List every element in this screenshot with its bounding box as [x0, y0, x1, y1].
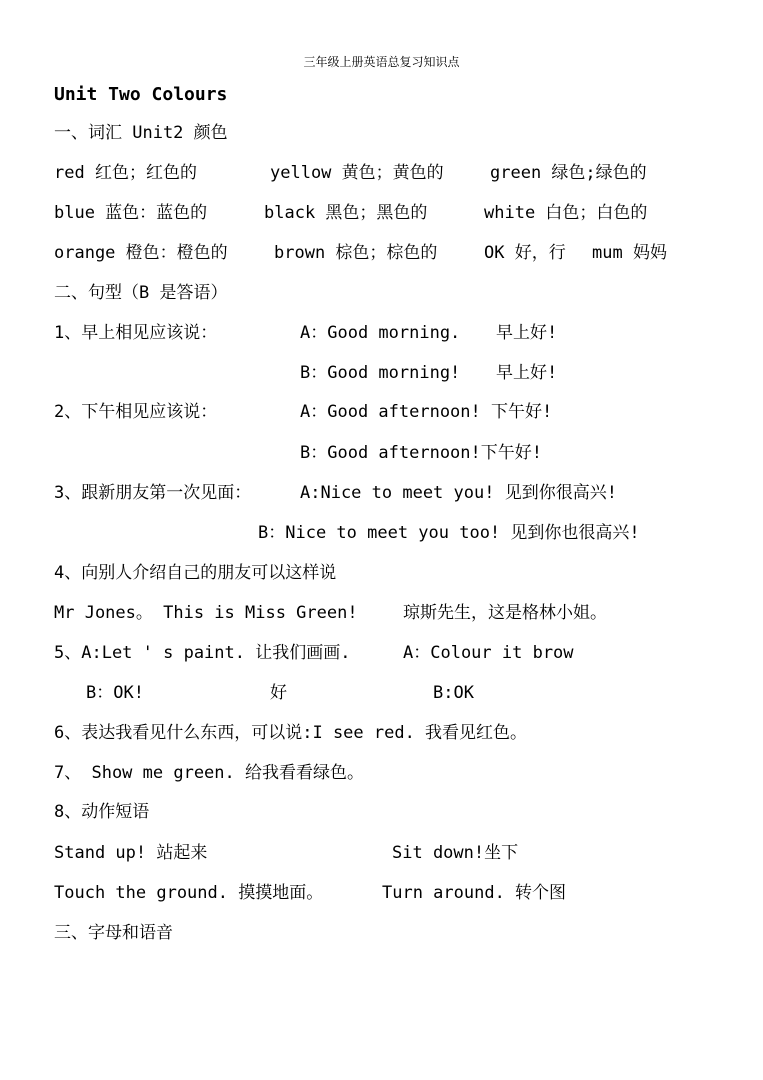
- letters-heading: 三、字母和语音: [54, 923, 173, 943]
- s5-a-line: 5、A:Let ' s paint. 让我们画画.: [54, 643, 351, 663]
- vocab-white: white 白色；白色的: [484, 203, 648, 223]
- vocab-orange: orange 橙色：橙色的: [54, 243, 228, 263]
- vocab-red: red 红色；红色的: [54, 163, 197, 183]
- s1-a-english: A：Good morning.: [300, 323, 461, 343]
- s8-stand-up: Stand up! 站起来: [54, 843, 208, 863]
- s5-b-ok2: B:OK: [433, 683, 474, 703]
- s8-sit-down: Sit down!坐下: [392, 843, 519, 863]
- s1-label: 1、早上相见应该说：: [54, 323, 218, 343]
- vocab-brown: brown 棕色；棕色的: [274, 243, 438, 263]
- unit-title: Unit Two Colours: [54, 84, 228, 105]
- s8-touch-ground: Touch the ground. 摸摸地面。: [54, 883, 324, 903]
- s2-b: B：Good afternoon!下午好!: [300, 443, 542, 463]
- sentence-heading: 二、句型（B 是答语）: [54, 283, 228, 303]
- page-header: 三年级上册英语总复习知识点: [303, 55, 460, 69]
- s8-heading: 8、动作短语: [54, 802, 150, 822]
- s4-label: 4、向别人介绍自己的朋友可以这样说: [54, 563, 337, 583]
- s1-b-chinese: 早上好!: [496, 363, 558, 383]
- s7-line: 7、 Show me green. 给我看看绿色。: [54, 763, 364, 783]
- s5-b-hao: 好: [270, 683, 287, 703]
- s4-chinese: 琼斯先生，这是格林小姐。: [403, 603, 607, 623]
- s3-a: A:Nice to meet you! 见到你很高兴!: [300, 483, 617, 503]
- vocab-yellow: yellow 黄色；黄色的: [270, 163, 444, 183]
- vocab-green: green 绿色;绿色的: [490, 163, 647, 183]
- s1-a-chinese: 早上好!: [496, 323, 558, 343]
- s1-b-english: B：Good morning!: [300, 363, 461, 383]
- s3-b: B：Nice to meet you too! 见到你也很高兴!: [258, 523, 640, 543]
- vocab-heading: 一、词汇 Unit2 颜色: [54, 123, 228, 143]
- s8-turn-around: Turn around. 转个图: [382, 883, 567, 903]
- s3-label: 3、跟新朋友第一次见面：: [54, 483, 252, 503]
- s5-a-colour: A：Colour it brow: [403, 643, 574, 663]
- s2-label: 2、下午相见应该说：: [54, 402, 218, 422]
- vocab-blue: blue 蓝色：蓝色的: [54, 203, 208, 223]
- vocab-black: black 黑色；黑色的: [264, 203, 428, 223]
- vocab-mum: mum 妈妈: [592, 243, 667, 263]
- s5-b-ok: B：OK!: [86, 683, 144, 703]
- vocab-ok: OK 好，行: [484, 243, 566, 263]
- s4-english: Mr Jones。 This is Miss Green!: [54, 603, 358, 623]
- s2-a: A：Good afternoon! 下午好!: [300, 402, 553, 422]
- s6-line: 6、表达我看见什么东西，可以说:I see red. 我看见红色。: [54, 723, 528, 743]
